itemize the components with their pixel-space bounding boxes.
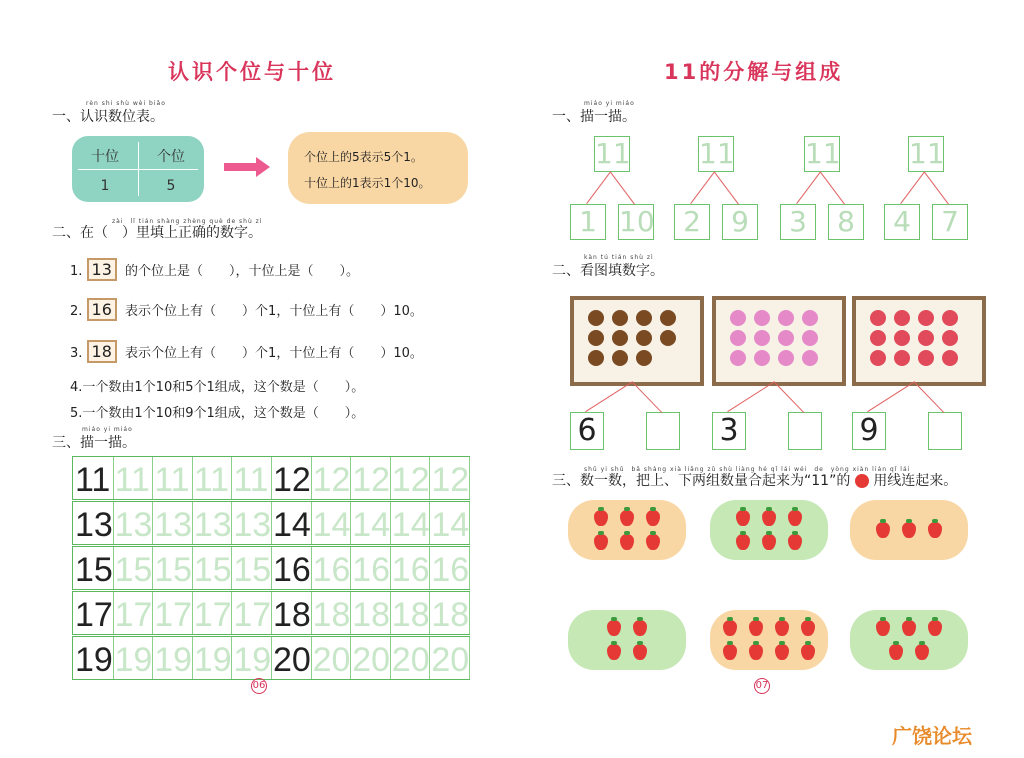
- trace-number: 16: [431, 551, 470, 589]
- tray-item: [778, 350, 794, 366]
- trace-number: 15: [233, 551, 272, 589]
- trace-number: 19: [193, 641, 232, 679]
- trace-number: 17: [233, 596, 272, 634]
- tens-value: 1: [100, 178, 110, 194]
- tray-item: [754, 330, 770, 346]
- sec2-pinyin: zài lǐ tián shàng zhèng què de shù zì: [112, 218, 263, 225]
- tray-item: [636, 350, 652, 366]
- tray-item: [730, 350, 746, 366]
- left-sec2-label: 二、在（ ）里填上正确的数字。: [52, 225, 262, 241]
- q3-prefix: 3.: [70, 346, 83, 361]
- trace-number: 12: [352, 461, 391, 499]
- q2-prefix: 2.: [70, 304, 83, 319]
- trace-part[interactable]: 4: [884, 204, 920, 240]
- tray-item: [802, 350, 818, 366]
- trace-number: 18: [391, 596, 430, 634]
- trace-number: 17: [193, 596, 232, 634]
- branch-line: [796, 171, 821, 204]
- trace-number: 14: [391, 506, 430, 544]
- question-5: 5.一个数由1个10和9个1组成，这个数是（ ）。: [70, 406, 365, 421]
- left-page-number: 06: [251, 678, 267, 694]
- trace-number: 16: [312, 551, 351, 589]
- r-sec3-text: 三、数一数，把上、下两组数量合起来为“11”的: [552, 473, 851, 489]
- branch-line: [714, 172, 739, 205]
- tray-item: [918, 350, 934, 366]
- tray-item: [942, 310, 958, 326]
- tray-item: [660, 310, 676, 326]
- tray-item: [870, 310, 886, 326]
- branch-line: [610, 172, 635, 205]
- q1-prefix: 1.: [70, 264, 83, 279]
- trace-number: 11: [154, 461, 190, 499]
- trace-number: 14: [273, 506, 311, 544]
- trace-number: 18: [312, 596, 351, 634]
- trace-number: 14: [312, 506, 351, 544]
- tray-item: [588, 350, 604, 366]
- tray-answer-box[interactable]: [788, 412, 822, 450]
- note-line-2: 十位上的1表示1个10。: [304, 176, 431, 190]
- tray-item: [612, 310, 628, 326]
- branch-line: [900, 171, 925, 204]
- r-sec3-text-end: 用线连起来。: [873, 473, 958, 489]
- trace-number: 20: [312, 641, 351, 679]
- trace-number: 19: [114, 641, 153, 679]
- trace-row: [72, 591, 470, 635]
- trace-top-11[interactable]: 11: [805, 137, 841, 170]
- watermark-logo: 广饶论坛: [892, 724, 972, 748]
- tray-item: [754, 310, 770, 326]
- trace-number: 17: [114, 596, 153, 634]
- tray-item: [918, 330, 934, 346]
- q1-text: 的个位上是（ ），十位上是（ ）。: [125, 264, 360, 279]
- trace-number: 15: [75, 551, 113, 589]
- question-3: [70, 340, 423, 363]
- branch-line: [774, 382, 804, 413]
- right-page-number: 07: [754, 678, 770, 694]
- trace-number: 12: [273, 461, 311, 499]
- right-page-title: 11的分解与组成: [664, 60, 844, 84]
- trace-number: 15: [114, 551, 153, 589]
- left-sec1-label: 一、认识数位表。: [52, 109, 164, 125]
- branch-line: [820, 172, 845, 205]
- tray-item: [918, 310, 934, 326]
- q1-number: 13: [87, 258, 117, 281]
- branch-line: [924, 172, 949, 205]
- strawberry-icon: [855, 474, 869, 488]
- note-line-1: 个位上的5表示5个1。: [304, 150, 423, 164]
- tray-item: [636, 330, 652, 346]
- tens-header: 十位: [91, 149, 119, 165]
- trace-row: [72, 456, 470, 500]
- trace-row: [72, 501, 470, 545]
- tray-item: [588, 330, 604, 346]
- trace-number: 13: [193, 506, 232, 544]
- trace-part[interactable]: 8: [828, 204, 864, 240]
- trace-number: 12: [431, 461, 470, 499]
- trace-number: 18: [431, 596, 470, 634]
- trace-part[interactable]: 1: [570, 204, 606, 240]
- tray-item: [894, 330, 910, 346]
- trace-number: 17: [75, 596, 113, 634]
- tray-item: [894, 350, 910, 366]
- tray-item: [730, 330, 746, 346]
- trace-top-11[interactable]: 11: [909, 137, 945, 170]
- tray-item: [660, 330, 676, 346]
- sec1-pinyin: rèn shi shù wèi biǎo: [86, 100, 166, 107]
- trace-number: 16: [391, 551, 430, 589]
- trace-number: 11: [114, 461, 150, 499]
- trace-number: 20: [431, 641, 470, 679]
- tray-given-number: 9: [852, 412, 886, 450]
- trace-part[interactable]: 9: [722, 204, 758, 240]
- trace-part[interactable]: 10: [619, 205, 655, 238]
- tray-given-number: 6: [570, 412, 604, 450]
- trace-number: 20: [391, 641, 430, 679]
- trace-part[interactable]: 2: [674, 204, 710, 240]
- tray-item: [636, 310, 652, 326]
- question-4: 4.一个数由1个10和5个1组成，这个数是（ ）。: [70, 380, 365, 395]
- trace-number: 15: [154, 551, 193, 589]
- trace-number: 11: [75, 461, 111, 499]
- trace-top-11[interactable]: 11: [595, 137, 631, 170]
- q3-number: 18: [87, 340, 117, 363]
- trace-part[interactable]: 3: [780, 204, 816, 240]
- ones-value: 5: [166, 178, 176, 194]
- trace-row: [72, 636, 470, 680]
- tray-answer-box[interactable]: [646, 412, 680, 450]
- tray-item: [612, 330, 628, 346]
- trace-number: 11: [233, 461, 269, 499]
- right-sec1-label: 一、描一描。: [552, 109, 636, 125]
- branch-line: [914, 382, 944, 413]
- trace-number: 13: [75, 506, 113, 544]
- trace-number: 18: [273, 596, 311, 634]
- trace-number: 17: [154, 596, 193, 634]
- tray-item: [754, 350, 770, 366]
- branch-line: [690, 171, 715, 204]
- trace-number: 16: [273, 551, 311, 589]
- r-sec1-pinyin: miáo yi miáo: [584, 100, 635, 107]
- trace-number: 13: [233, 506, 272, 544]
- trace-number: 14: [352, 506, 391, 544]
- trace-number: 20: [352, 641, 391, 679]
- right-sec2-label: 二、看图填数字。: [552, 263, 664, 279]
- strawberry-group[interactable]: [568, 610, 686, 670]
- tray-item: [802, 310, 818, 326]
- tray-item: [894, 310, 910, 326]
- q2-text: 表示个位上有（ ）个1，十位上有（ ）10。: [125, 304, 423, 319]
- place-value-table: [72, 136, 204, 202]
- trace-number: 19: [233, 641, 272, 679]
- branch-line: [586, 171, 611, 204]
- tray-item: [870, 330, 886, 346]
- tray-item: [730, 310, 746, 326]
- tray-item: [778, 330, 794, 346]
- tray-item: [942, 330, 958, 346]
- explanation-note: [288, 132, 468, 204]
- right-sec3-label: [552, 470, 957, 490]
- ones-header: 个位: [157, 149, 185, 165]
- question-1: [70, 258, 359, 281]
- trace-number: 13: [114, 506, 153, 544]
- r-sec3-pinyin: shǔ yi shǔ bǎ shàng xià liǎng zǔ shù liàng hé qǐ lái wéi de yòng xiàn lián qǐ lái: [584, 466, 911, 473]
- question-2: [70, 298, 423, 321]
- tray-item: [802, 330, 818, 346]
- sec3-pinyin: miáo yi miáo: [82, 426, 133, 433]
- trace-number: 19: [154, 641, 193, 679]
- tray-item: [588, 310, 604, 326]
- left-page-title: 认识个位与十位: [168, 60, 336, 84]
- trace-part[interactable]: 7: [932, 204, 968, 240]
- r-sec2-pinyin: kàn tú tián shù zì: [584, 254, 654, 261]
- arrow-icon: [224, 163, 256, 171]
- trace-number: 15: [193, 551, 232, 589]
- tray-item: [612, 350, 628, 366]
- trace-number: 14: [431, 506, 470, 544]
- tray-item: [870, 350, 886, 366]
- trace-number: 20: [273, 641, 311, 679]
- trace-number: 16: [352, 551, 391, 589]
- q3-text: 表示个位上有（ ）个1，十位上有（ ）10。: [125, 346, 423, 361]
- tray-answer-box[interactable]: [928, 412, 962, 450]
- trace-number: 11: [193, 461, 230, 499]
- trace-number: 18: [352, 596, 391, 634]
- tray-item: [778, 310, 794, 326]
- tray-item: [942, 350, 958, 366]
- trace-number: 12: [391, 461, 430, 499]
- trace-row: [72, 546, 470, 590]
- q2-number: 16: [87, 298, 117, 321]
- trace-top-11[interactable]: 11: [699, 137, 735, 170]
- trace-number: 19: [75, 641, 113, 679]
- left-sec3-label: 三、描一描。: [52, 435, 136, 451]
- trace-number: 12: [312, 461, 351, 499]
- branch-line: [632, 382, 662, 413]
- tray-given-number: 3: [712, 412, 746, 450]
- trace-number: 13: [154, 506, 193, 544]
